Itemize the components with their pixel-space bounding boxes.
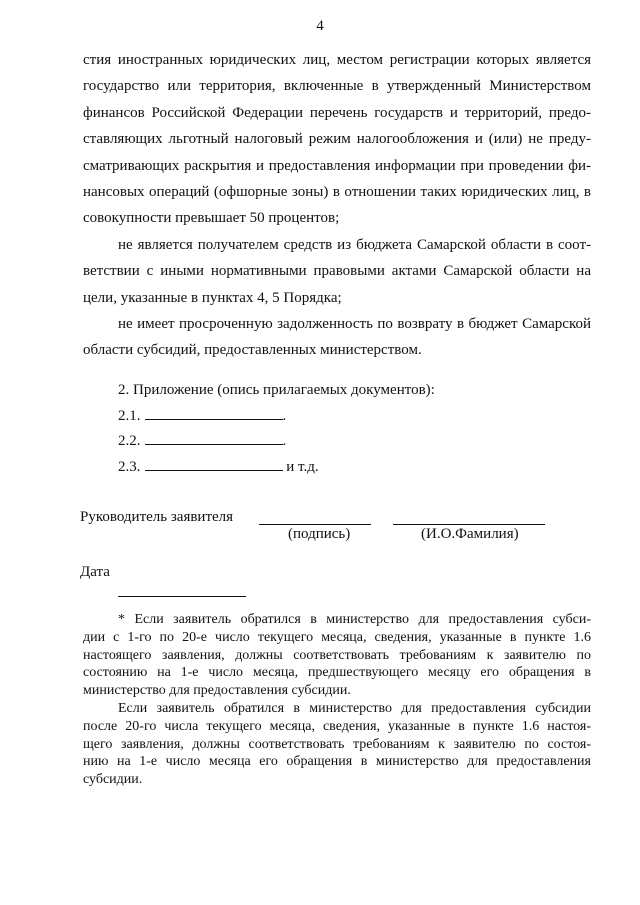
main-text xyxy=(83,47,591,364)
text-line: субсидии. xyxy=(83,772,143,788)
name-caption: (И.О.Фамилия) xyxy=(421,526,519,542)
name-line[interactable] xyxy=(393,524,545,525)
text-line: министерство для предоставления субсидии. xyxy=(83,683,351,699)
page-number: 4 xyxy=(316,18,324,34)
appendix-item-label: 2.1. xyxy=(118,407,141,424)
appendix-item-blank[interactable] xyxy=(145,405,283,420)
appendix-item-suffix: . xyxy=(282,407,287,424)
text-line: области субсидий, предоставленных министерством. xyxy=(83,342,422,359)
text-line: * Если заявитель обратился в министерство для предоставления субси- xyxy=(118,612,591,627)
appendix-item-blank[interactable] xyxy=(145,430,283,445)
text-line: состоянию на 1-е число месяца, предшествующего месяцу его обращения в xyxy=(83,665,591,681)
text-line: сматривающих раскрытия и предоставления информации при проведении фи- xyxy=(83,157,591,174)
text-line: цели, указанные в пунктах 4, 5 Порядка; xyxy=(83,289,342,306)
footnote xyxy=(83,611,591,789)
text-line: настоящего заявления, должны соответствовать требованиям к заявителю по xyxy=(83,647,591,663)
appendix-item-label: 2.2. xyxy=(118,433,141,449)
text-line: финансов Российской Федерации перечень государств и территорий, предо- xyxy=(83,104,591,121)
appendix-item xyxy=(118,429,435,455)
text-line: щего заявления, должны соответствовать требованиям к заявителю по состоя- xyxy=(83,736,591,752)
text-line: совокупности превышает 50 процентов; xyxy=(83,210,340,227)
date-line[interactable] xyxy=(118,596,246,597)
text-line: нию на 1-е число месяца его обращения в министерство для предоставления xyxy=(83,754,591,770)
paragraph-offshore-share xyxy=(83,47,591,232)
text-line: после 20-го числа текущего месяца, сведения, указанные в пункте 1.6 настоя- xyxy=(83,718,591,734)
appendix-item-blank[interactable] xyxy=(145,456,283,471)
signature-caption: (подпись) xyxy=(288,526,351,542)
text-line: стия иностранных юридических лиц, местом регистрации которых является xyxy=(83,52,591,68)
text-line: не имеет просроченную задолженность по возврату в бюджет Самарской xyxy=(118,316,591,333)
text-line: дии с 1-го по 20-е число текущего месяца, сведения, указанные в пункте 1.6 xyxy=(83,629,591,645)
appendix-item-label: 2.3. xyxy=(118,458,141,475)
date-label: Дата xyxy=(80,564,110,580)
paragraph-overdue-debt xyxy=(83,311,591,364)
signature-label: Руководитель заявителя xyxy=(80,509,234,525)
appendix-item-suffix: . xyxy=(282,433,287,449)
footnote-paragraph-late-month xyxy=(83,700,591,789)
text-line: ветствии с иными нормативными правовыми актами Самарской области на xyxy=(83,263,591,280)
text-line: ставляющих льготный налоговый режим налогообложения и (или) не преду- xyxy=(83,131,591,148)
text-line: Если заявитель обратился в министерство для предоставления субсидии xyxy=(118,700,591,716)
appendix-item-suffix: и т.д. xyxy=(282,458,319,475)
text-line: государство или территория, включенные в утвержденный Министерством xyxy=(83,78,591,95)
appendix-section xyxy=(118,378,435,480)
appendix-item xyxy=(118,404,435,430)
appendix-item xyxy=(118,455,435,481)
paragraph-budget-recipient xyxy=(83,232,591,311)
signature-line[interactable] xyxy=(259,524,371,525)
text-line: не является получателем средств из бюджета Самарской области в соот- xyxy=(118,236,591,253)
text-line: нансовых операций (офшорные зоны) в отношении таких юридических лиц, в xyxy=(83,184,591,201)
appendix-heading: 2. Приложение (опись прилагаемых документов): xyxy=(118,382,435,398)
footnote-paragraph-early-month xyxy=(83,611,591,700)
